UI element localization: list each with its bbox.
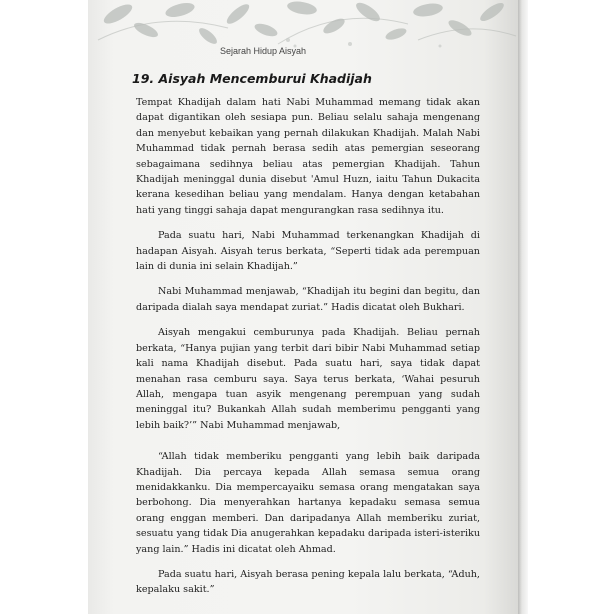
paragraph: Nabi Muhammad menjawab, “Khadijah itu begini dan begitu, dan daripada dialah saya mendapat zuriat.” Hadis dicatat oleh Bukhari. bbox=[136, 286, 480, 313]
running-header: Sejarah Hidup Aisyah bbox=[219, 46, 307, 56]
paragraph: Tempat Khadijah dalam hati Nabi Muhammad memang tidak akan dapat digantikan oleh sesiapa pun. Beliau selalu sahaja mengenang dan menyebut kebaikan yang pernah dilakukan Khadijah. Malah Nabi Muhammad tidak pernah berasa sedih atas pemergian seseorang sebagaimana sedihnya beliau atas pemergian Khadijah. Tahun Khadijah meninggal dunia disebut 'Amul Huzn, iaitu Tahun Dukacita kerana kesedihan beliau yang mendalam. Hanya dengan ketabahan hati yang tinggi sahaja dapat mengurangkan rasa sedihnya itu. bbox=[136, 97, 480, 216]
paragraph: Pada suatu hari, Aisyah berasa pening kepala lalu berkata, “Aduh, kepalaku sakit.” bbox=[136, 568, 480, 596]
body-text bbox=[136, 95, 480, 608]
page-edge-shadow bbox=[518, 0, 528, 614]
paragraph: Pada suatu hari, Nabi Muhammad terkenangkan Khadijah di hadapan Aisyah. Aisyah terus berkata, “Seperti tidak ada perempuan lain di dunia ini selain Khadijah.” bbox=[136, 230, 480, 273]
paragraph: “Allah tidak memberiku pengganti yang lebih baik daripada Khadijah. Dia percaya kepada Allah semasa semua orang menidakkanku. Dia mempercayaiku semasa orang mengatakan saya berbohong. Dia menyerahkan hartanya kepadaku semasa semua orang enggan memberi. Dan daripadanya Allah memberiku zuriat, sesuatu yang tidak Dia anugerahkan kepadaku daripada isteri-isteriku yang lain.” Hadis ini dicatat oleh Ahmad. bbox=[136, 451, 480, 555]
chapter-title: 19. Aisyah Mencemburui Khadijah bbox=[132, 71, 372, 86]
paragraph: Aisyah mengakui cemburunya pada Khadijah. Beliau pernah berkata, “Hanya pujian yang terbit dari bibir Nabi Muhammad setiap kali nama Khadijah disebut. Pada suatu hari, saya tidak dapat menahan rasa cemburu saya. Saya terus berkata, ‘Wahai pesuruh Allah, mengapa tuan asyik mengenang perempuan yang sudah meninggal itu? Bukankah Allah sudah memberimu pengganti yang lebih baik?’” Nabi Muhammad menjawab, bbox=[136, 327, 480, 431]
